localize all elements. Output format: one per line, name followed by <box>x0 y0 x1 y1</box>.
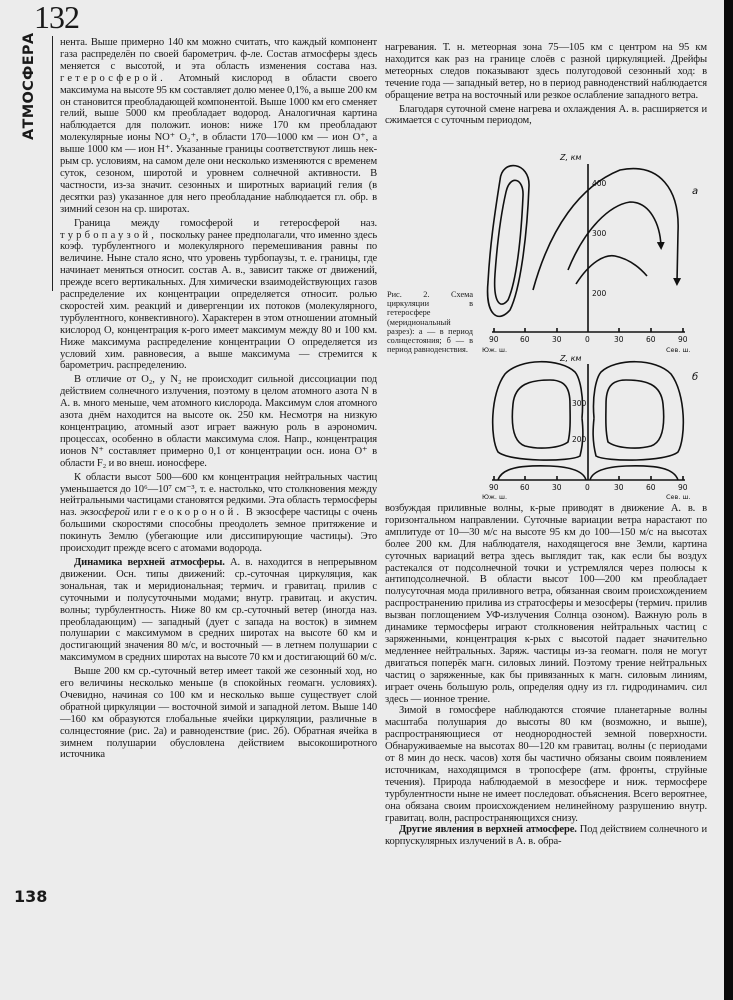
term-italic: экзосферой <box>80 507 130 519</box>
text: В экзосфере частицы с очень большими скоростями способны преодолеть земное притяжение и покинуть Землю (убегающие или диссипирующие частицы). Это происходит прежде всего с атомами водорода. <box>60 507 378 555</box>
z-axis-label-a: Z, км <box>560 153 582 162</box>
right-column-top <box>385 42 707 127</box>
paragraph: Выше 200 км ср.-суточный ветер имеет такой же сезонный ход, но его величины несколько меньше (в спокойных геомагн. условиях). Очевидно, начиная со 100 км и несколько выше существует слой обратной циркуляции — восточной зимой и западной летом. Выше 140—160 км образуются глобальные ячейки циркуляции, различные в солнцестояние (рис. 2а) и равноденствие (рис. 2б). Обратная ячейка в зимнем полушарии обусловлена действием высокоширотного источника <box>60 666 377 761</box>
cell-bottom-left-b <box>498 466 586 480</box>
lat-tick-label: 30 <box>552 335 562 344</box>
arc-mid-a <box>568 202 661 270</box>
page-number-bottom: 138 <box>14 887 48 906</box>
arc-lower-a <box>576 256 647 284</box>
figure-svg <box>480 150 720 500</box>
lat-tick-label: 0 <box>585 335 590 344</box>
term: турбопаузой, <box>60 229 158 241</box>
lat-tick-label: 60 <box>646 483 656 492</box>
right-column-bottom <box>385 503 707 848</box>
south-label-b: Юж. ш. <box>482 493 508 501</box>
lat-tick-label: 90 <box>489 483 499 492</box>
lat-tick-label: 90 <box>489 335 499 344</box>
paragraph <box>60 218 377 373</box>
paragraph <box>60 472 377 555</box>
text: А. в. находится в непрерывном движении. Осн. типы движений: ср.-суточная циркуляция, как зональная, так и меридиональная; термич. и гравитац. прилив с суточными и полусуточными модами; внутр. гравитац. и акустич. волны; турбулентность. Ниже 80 км ср.-суточный ветер (иногда наз. преобладающим) — западный (дует с запада на восток) в зимнем полушарии с максимумом в средних широтах на высоте 60 км и достигающий значения 80 м/с, и восточный — в летнем полушарии с максимумом в средних широтах на высоте 70 км и достигающий 60 м/с. <box>60 556 377 664</box>
lat-tick-label: 60 <box>520 483 530 492</box>
z-tick-b-300: 300 <box>572 399 587 408</box>
text: Граница между гомосферой и гетеросферой наз. <box>74 217 377 229</box>
paragraph <box>60 37 377 216</box>
text: нента. Выше примерно 140 км можно считать, что каждый компонент газа распределён по своей барометрич. ф-ле. Состав атмосферы здесь меняется с высотой, и эта область изменения состава наз. <box>60 37 377 72</box>
lat-tick-label: 60 <box>520 335 530 344</box>
lat-tick-label: 30 <box>614 483 624 492</box>
page-number-top: 132 <box>34 0 79 35</box>
section-heading: Другие явления в верхней атмосфере. <box>399 824 577 836</box>
z-tick-a-400: 400 <box>592 179 607 188</box>
cell-bottom-right-b <box>590 466 678 480</box>
text: К области высот 500—600 км концентрация нейтральных частиц уменьшается до 10⁶—10⁷ см⁻³, т. е. настолько, что столкновения между нейтральными частицами становятся редкими. Эта область термосферы наз. <box>60 471 377 519</box>
figure-circulation <box>480 150 720 500</box>
lat-tick-labels-a <box>489 335 688 344</box>
z-tick-a-200: 200 <box>592 289 607 298</box>
section-label: АТМОСФЕРА <box>21 32 37 140</box>
lat-tick-label: 90 <box>678 483 688 492</box>
lat-tick-label: 30 <box>552 483 562 492</box>
figure-caption: Рис. 2. Схема циркуляции в гетеросфере (меридиональный разрез): а — в период солнцестояния; б — в период равноденствия. <box>387 290 473 355</box>
cell-loop-inner-a <box>495 180 523 304</box>
lat-tick-label: 60 <box>646 335 656 344</box>
scan-edge <box>724 0 733 1000</box>
section-heading: Динамика верхней атмосферы. <box>74 556 225 568</box>
lat-tick-labels-b <box>489 483 688 492</box>
z-tick-b-200: 200 <box>572 435 587 444</box>
text: Атомный кислород в области своего максимума на высоте 95 км составляет долю менее 0,1%, а выше 200 км он становится преобладающей компонентой. Выше 1000 км его сменяет гелий, выше 5000 км преобладает водород. Аналогичная картина наблюдается для положит. ионов: ниже 170 км преобладают молекулярные ионы NO⁺ O₂⁺, в области 170—1000 км — ион O⁺, а выше 1000 км — ион H⁺. Указанные границы соответствуют лишь нек-рым ср. условиям, на самом деле они несколько изменяются с временем суток, сезоном, широтой и уровнем солнечной активности. В частности, из-за значит. сезонных и широтных вариаций гелия (в десятки раз) указанное для него преобладание наблюдается гл. обр. в зимний сезон на ср. широтах. <box>60 72 378 215</box>
panel-a-label: а <box>692 186 699 197</box>
term: гетеросферой. <box>60 72 167 84</box>
text: Под действием солнечного и корпускулярных излучений в А. в. обра- <box>385 824 708 848</box>
paragraph: Благодаря суточной смене нагрева и охлаждения А. в. расширяется и сжимается с суточным периодом, <box>385 103 707 127</box>
cell-inner-left-b <box>512 380 570 448</box>
lat-tick-label: 0 <box>585 483 590 492</box>
paragraph: В отличие от O₂, у N₂ не происходит сильной диссоциации под действием солнечного излучения, поэтому в целом атомного азота N в А. в. много меньше, чем атомного кислорода. Максимум слоя атомного азота днём находится на высоте ок. 250 км. Несмотря на низкую концентрацию, атомный азот играет важную роль в аэрономич. процессах, особенно в области максимума слоя. Напр., концентрация ионов N⁺ составляет примерно 0,1 от концентрации осн. иона O⁺ в области F₂ и во внеш. ионосфере. <box>60 374 377 469</box>
paragraph: возбуждая приливные волны, к-рые приводят в движение А. в. в горизонтальном направлении. Суточные вариации ветра нарастают по амплитуде от 10—30 м/с на высоте 95 км до 100—150 м/с на высотах более 200 км. Для наблюдателя, находящегося вне Земли, картина суточных вариаций ветра здесь выглядит так, как если бы воздух растекался от подсолнечной точки и устремлялся через полюсы к антиподсолнечной. В области высот 100—200 км преобладает полусуточная мода приливного ветра, обязанная своим происхождением распространению прилива из стратосферы и мезосферы (термич. прилив вызван поглощением УФ-излучения Солнца озоном). Важную роль в динамике термосферы играют столкновения нейтральных частиц с заряженными, концентрация к-рых с высотой падает значительно медленнее нейтральных. Заряж. частицы из-за геомагн. поля не могут двигаться поперёк магн. силовых линий. Поэтому трение нейтральных частиц о заряженные, как бы привязанных к магн. силовым линиям, играет очень большую роль, определяя одну из гл. гидродинамич. сил здесь — ионное трение. <box>385 503 707 705</box>
text: или <box>133 507 150 519</box>
panel-b-label: б <box>692 372 699 383</box>
left-column <box>60 37 377 761</box>
south-label-a: Юж. ш. <box>482 346 508 354</box>
paragraph: Зимой в гомосфере наблюдаются стоячие планетарные волны масштаба полушария до высоты 80 км (возможно, и выше), распространяющиеся от неоднородностей земной поверхности. Обнаруживаемые на высотах 80—120 км гравитац. волны (с периодами от 8 мин до неск. часов) хотя бы частично обязаны своим появлением источникам, находящимся в тропосфере (атм. фронты, струйные течения). Природа наблюдаемой в мезосфере и ниж. термосфере турбулентности ныне не имеет последоват. объяснения. Всего вероятнее, она обязана своим происхождением нелинейному разрушению внутр. гравитац. волн, распространяющихся снизу. <box>385 705 707 824</box>
term: геокороной. <box>153 507 243 519</box>
paragraph <box>60 557 377 664</box>
cell-inner-right-b <box>606 380 664 448</box>
paragraph <box>385 824 707 848</box>
lat-tick-label: 30 <box>614 335 624 344</box>
paragraph: нагревания. Т. н. метеорная зона 75—105 км с центром на 95 км находится как раз на границе слоёв с разной циркуляцией. Дрейфы метеорных следов показывают здесь полугодовой сезонный ход: в течение года — западный ветер, но в период равноденствий наблюдается обращение ветра на восточный или резкое ослабление западного ветра. <box>385 42 707 101</box>
north-label-a: Сев. ш. <box>666 346 691 354</box>
text: поскольку ранее предполагали, что именно здесь коэф. турбулентного и молекулярного перемешивания равны по величине. Ныне стало ясно, что уровень турбопаузы, т. е. границы, где начинает меняться относит. состав А. в., зависит также от движений, прежде всего вертикальных. Для химически взаимодействующих газов распределение их концентрации определяется относит. ролью скоростей хим. реакций и дивергенции их потоков (молекулярного, турбулентного, конвективного). Характерен в этом отношении атомный кислород O, концентрация к-рого имеет максимум между 80 и 100 км. Ниже максимума распределение концентрации O определяется из условий хим. равновесия, а выше максимума — стремится к барометрич. распределению. <box>60 229 378 372</box>
margin-rule <box>52 36 53 291</box>
lat-tick-label: 90 <box>678 335 688 344</box>
z-axis-label-b: Z, км <box>560 354 582 363</box>
north-label-b: Сев. ш. <box>666 493 691 501</box>
z-tick-a-300: 300 <box>592 229 607 238</box>
